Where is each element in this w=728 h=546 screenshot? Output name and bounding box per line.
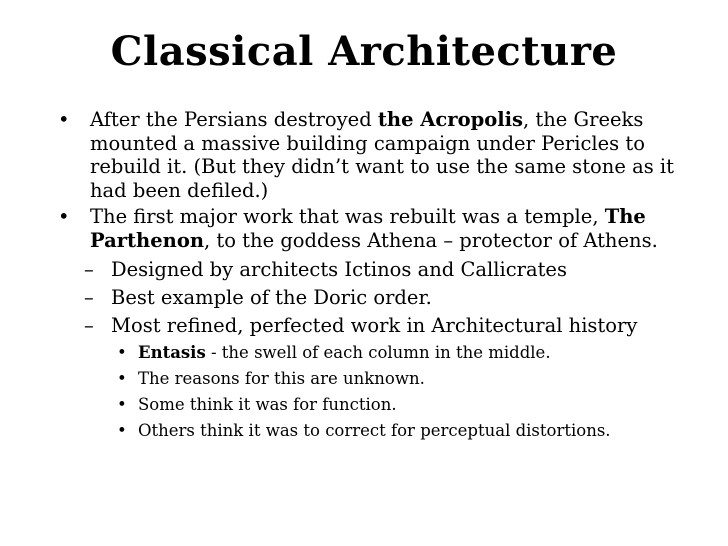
- bullet-glyph: •: [58, 108, 70, 131]
- bullet-text-bold: the Acropolis: [377, 108, 524, 131]
- bullet-text-post: , the Greeks mounted a massive building campaign under Pericles to rebuild it. (But they didn’t want to use the same stone as it had been defiled.): [90, 108, 674, 202]
- bullet-text-bold: The Parthenon: [90, 205, 646, 252]
- bullet-glyph: •: [117, 395, 127, 414]
- sub-sub-item-entasis: [117, 342, 678, 363]
- bullet-glyph: •: [117, 421, 127, 440]
- bullet-glyph: •: [117, 343, 127, 362]
- sub-item-text: Most refined, perfected work in Architectural history: [111, 314, 638, 337]
- dash-glyph: –: [84, 258, 94, 281]
- sub-sub-item-text: Some think it was for function.: [138, 395, 397, 414]
- sub-item-doric: [84, 286, 678, 310]
- sub-bullet-list: [84, 258, 678, 441]
- bullet-text-pre: After the Persians destroyed: [90, 108, 378, 131]
- bullet-text-post: , to the goddess Athena – protector of Athens.: [204, 228, 658, 252]
- sub-sub-item-bold: Entasis: [138, 343, 206, 362]
- sub-sub-bullet-list: [117, 342, 678, 441]
- dash-glyph: –: [84, 286, 94, 309]
- slide-title: Classical Architecture: [110, 28, 618, 75]
- main-bullet-list: [58, 108, 678, 446]
- sub-sub-item-text: Others think it was to correct for perceptual distortions.: [138, 421, 611, 440]
- bullet-glyph: •: [58, 205, 70, 228]
- sub-item-architects: [84, 258, 678, 282]
- bullet-glyph: •: [117, 369, 127, 388]
- sub-sub-item-reasons: [117, 368, 678, 389]
- bullet-text-pre: The first major work that was rebuilt was a temple,: [90, 205, 605, 228]
- sub-sub-item-function: [117, 394, 678, 415]
- sub-item-refined: [84, 314, 678, 441]
- sub-item-text: Best example of the Doric order.: [111, 286, 432, 309]
- sub-sub-item-distortions: [117, 420, 678, 441]
- bullet-item-parthenon: [58, 205, 678, 441]
- dash-glyph: –: [84, 314, 94, 337]
- sub-sub-item-text: The reasons for this are unknown.: [138, 369, 425, 388]
- bullet-item-persians: [58, 108, 678, 202]
- sub-item-text: Designed by architects Ictinos and Callicrates: [111, 258, 567, 281]
- sub-sub-item-text: - the swell of each column in the middle.: [205, 343, 551, 362]
